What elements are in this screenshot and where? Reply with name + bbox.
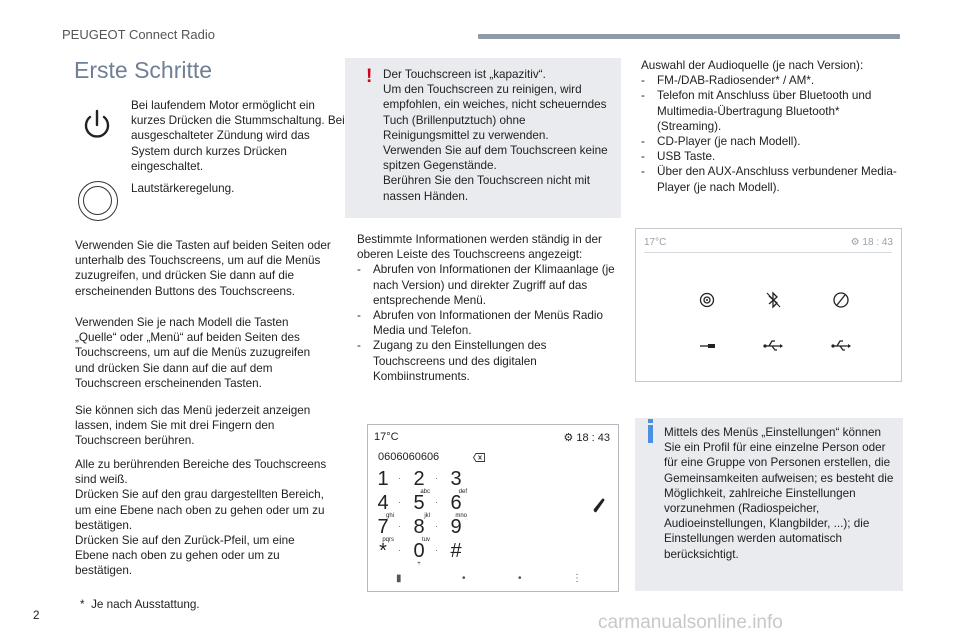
page-number: 2 (33, 609, 40, 622)
watermark: carmanualsonline.info (598, 612, 783, 633)
separator-dot: · (435, 473, 438, 483)
key-hash[interactable]: # (450, 540, 462, 562)
separator-dot: · (398, 521, 401, 531)
warning-line: Berühren Sie den Touchscreen nicht mit nassen Händen. (383, 174, 591, 203)
more-icon[interactable]: ⋮ (572, 573, 582, 584)
battery-icon: ▮ (396, 573, 402, 584)
dialed-number: 0606060606 (378, 451, 440, 463)
paragraph-1: Verwenden Sie die Tasten auf beiden Seiten oder unterhalb des Touchscreens, um auf die Menüs zuzugreifen, und drücken Sie dann auf die erscheinenden Buttons des Touchscreens. (75, 239, 331, 298)
separator-dot: · (435, 497, 438, 507)
key-8[interactable]: 8 tuv (413, 516, 430, 543)
key-7[interactable]: 7 pqrs (377, 516, 394, 543)
call-handset-icon[interactable] (592, 497, 606, 513)
list-item: - Telefon mit Anschluss über Bluetooth und Multimedia-Übertragung Bluetooth* (Streaming). (641, 88, 903, 134)
cd-icon[interactable] (830, 289, 852, 311)
bar-dot: • (462, 573, 466, 584)
separator-dot: · (435, 521, 438, 531)
key-1[interactable]: 1 (377, 468, 389, 490)
clock-readout: ⚙ 18 : 43 (563, 432, 610, 444)
backspace-icon[interactable] (473, 453, 485, 462)
list-item: - Zugang zu den Einstellungen des Touchscreens und des digitalen Kombiinstruments. (357, 338, 621, 384)
warning-line: Der Touchscreen ist „kapazitiv“. (383, 68, 546, 81)
key-5[interactable]: 5 jkl (413, 492, 430, 519)
list-item: - FM-/DAB-Radiosender* / AM*. (641, 73, 903, 88)
header-rule (478, 34, 900, 39)
radio-icon[interactable] (696, 289, 718, 311)
temperature-readout: 17°C (374, 431, 399, 443)
list-item: - Abrufen von Informationen der Menüs Radio Media und Telefon. (357, 308, 621, 338)
bar-dot: • (518, 573, 522, 584)
audio-source-intro: Auswahl der Audioquelle (je nach Version): (641, 59, 864, 72)
footnote: * Je nach Ausstattung. (80, 598, 200, 611)
warning-line: Verwenden Sie auf dem Touchscreen keine spitzen Gegenstände. (383, 144, 608, 173)
usb-icon[interactable] (830, 335, 852, 357)
temperature-readout: 17°C (644, 237, 667, 248)
aux-jack-icon[interactable] (696, 335, 718, 357)
volume-description: Lautstärkeregelung. (131, 182, 235, 195)
page-title: Erste Schritte (74, 57, 213, 83)
info-icon (648, 425, 653, 443)
header-brand: PEUGEOT Connect Radio (62, 27, 215, 42)
power-description: Bei laufendem Motor ermöglicht ein kurzes Drücken die Stummschaltung. Bei ausgeschalteter Zündung wird das System durch kurzes Drücken eingeschaltet. (131, 99, 345, 173)
list-item: - USB Taste. (641, 149, 903, 164)
screen-divider (644, 252, 892, 253)
separator-dot: · (398, 497, 401, 507)
separator-dot: · (435, 545, 438, 555)
key-9[interactable]: 9 (450, 516, 462, 538)
phone-keypad-screen (367, 424, 619, 592)
list-item: - Abrufen von Informationen der Klimaanlage (je nach Version) und direkter Zugriff auf das entsprechende Menü. (357, 262, 621, 308)
audio-source-info (641, 58, 903, 195)
paragraph-4: Alle zu berührenden Bereiche des Touchscreens sind weiß. (75, 458, 327, 487)
key-2[interactable]: 2 abc (413, 468, 430, 495)
paragraph-5: Drücken Sie auf den grau dargestellten Bereich, um eine Ebene nach oben zu gehen oder um zu bestätigen. (75, 488, 325, 532)
volume-knob-icon (78, 181, 118, 221)
clock-readout: ⚙ 18 : 43 (850, 237, 893, 248)
key-6[interactable]: 6 mno (450, 492, 467, 519)
list-item: - CD-Player (je nach Modell). (641, 134, 903, 149)
key-0[interactable]: 0 + (413, 540, 425, 567)
info-text: Mittels des Menüs „Einstellungen“ können Sie ein Profil für eine einzelne Person oder für eine Gruppe von Personen erstellen, die Gemeinsamkeiten aufweisen; es besteht die Möglichkeit, zahlreiche Einstellungen vorzunehmen (Radiospeicher, Audioeinstellungen, Klangbilder, ...); die Einstellungen werden automatisch berücksichtigt. (664, 426, 894, 561)
audio-source-screen (635, 228, 902, 382)
topbar-info (357, 232, 621, 384)
separator-dot: · (398, 473, 401, 483)
paragraph-2: Verwenden Sie je nach Modell die Tasten „Quelle“ oder „Menü“ auf beiden Seiten des Touchscreens, um auf die Menüs zuzugreifen und drücken Sie dann auf die auf dem Touchscreen erscheinenden Tasten. (75, 316, 311, 390)
key-star[interactable]: * (379, 540, 387, 562)
phone-bottom-bar (382, 573, 606, 587)
key-4[interactable]: 4 ghi (377, 492, 394, 519)
bluetooth-icon[interactable] (762, 289, 784, 311)
warning-text (383, 67, 613, 204)
warning-line: Um den Touchscreen zu reinigen, wird empfohlen, ein weiches, nicht scheuerndes Tuch (Brillenputztuch) ohne Reinigungsmittel zu verwenden. (383, 83, 607, 142)
key-3[interactable]: 3 def (450, 468, 467, 495)
paragraph-3: Sie können sich das Menü jederzeit anzeigen lassen, indem Sie mit drei Fingern den Touchscreen berühren. (75, 404, 311, 448)
warning-icon: ! (366, 66, 373, 87)
paragraph-6: Drücken Sie auf den Zurück-Pfeil, um eine Ebene nach oben zu gehen oder um zu bestätigen. (75, 534, 295, 578)
power-icon (78, 106, 116, 144)
topbar-intro: Bestimmte Informationen werden ständig in der oberen Leiste des Touchscreens angezeigt: (357, 233, 602, 262)
list-item: - Über den AUX-Anschluss verbundener Media-Player (je nach Modell). (641, 164, 903, 194)
usb-icon[interactable] (762, 335, 784, 357)
separator-dot: · (398, 545, 401, 555)
